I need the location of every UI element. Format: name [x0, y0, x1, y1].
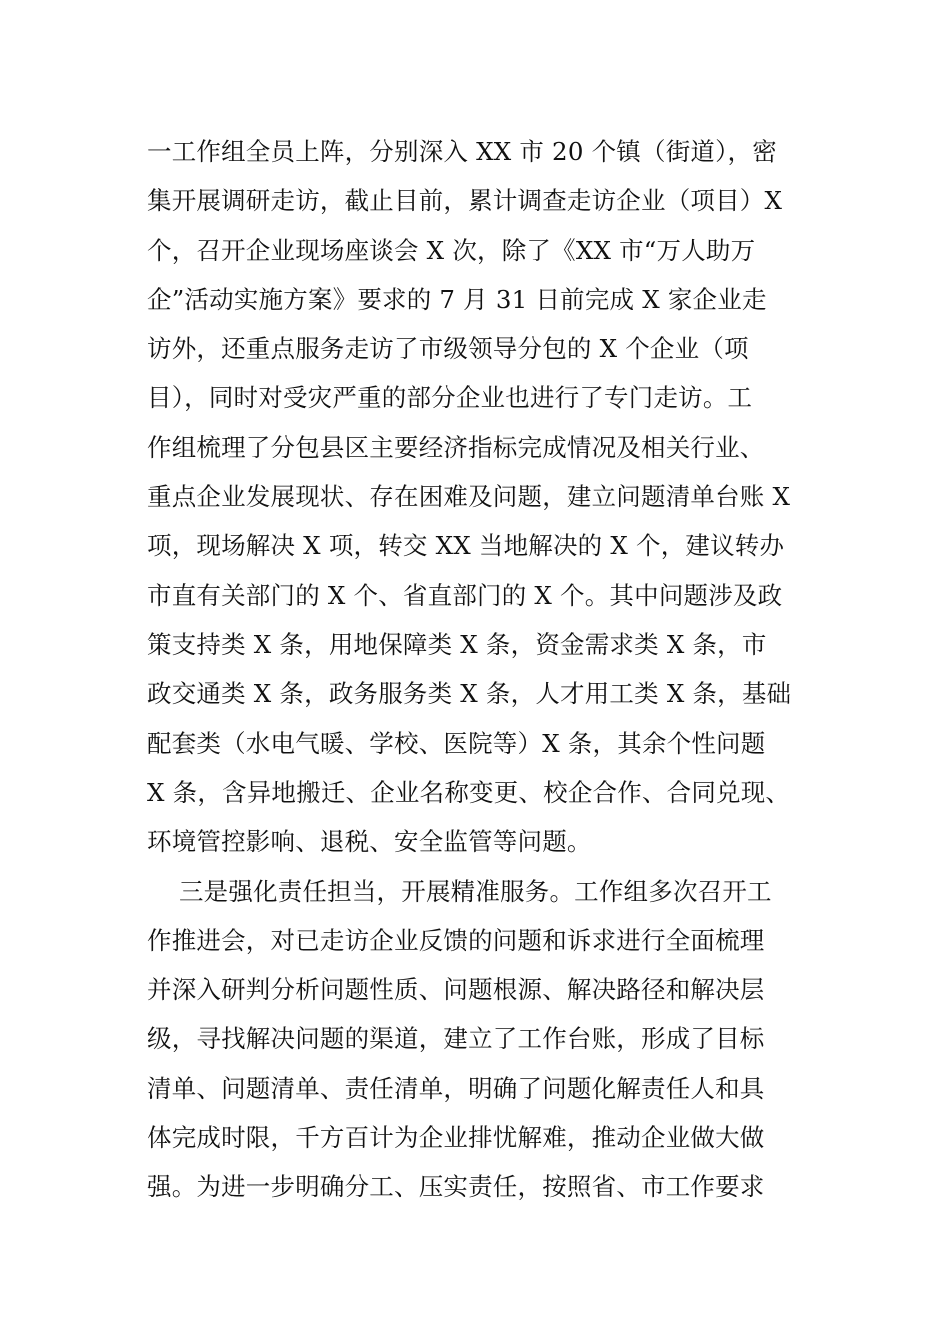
text-line: 集开展调研走访，截止目前，累计调查走访企业（项目）X	[147, 186, 783, 216]
text-line: 配套类（水电气暖、学校、医院等）X 条，其余个性问题	[147, 728, 766, 758]
text-line: 体完成时限，千方百计为企业排忧解难，推动企业做大做	[147, 1122, 765, 1152]
paragraph-three	[147, 867, 827, 1212]
text-line: 一工作组全员上阵，分别深入 XX 市 20 个镇（街道），密	[147, 137, 777, 166]
text-line: 重点企业发展现状、存在困难及问题，建立问题清单台账 X	[147, 482, 791, 512]
text-line: 清单、问题清单、责任清单，明确了问题化解责任人和具	[147, 1073, 765, 1103]
text-line: 政交通类 X 条，政务服务类 X 条，人才用工类 X 条，基础	[147, 679, 792, 709]
text-line: 并深入研判分析问题性质、问题根源、解决路径和解决层	[147, 975, 765, 1005]
text-line: 个，召开企业现场座谈会 X 次，除了《XX 市“万人助万	[147, 235, 756, 265]
paragraph-continued	[147, 127, 827, 866]
text-line: 作组梳理了分包县区主要经济指标完成情况及相关行业、	[147, 432, 765, 462]
text-line: 三是强化责任担当，开展精准服务。工作组多次召开工	[147, 876, 772, 906]
text-line: 环境管控影响、退税、安全监管等问题。	[147, 827, 592, 857]
text-line: X 条，含异地搬迁、企业名称变更、校企合作、合同兑现、	[147, 777, 791, 807]
text-line: 项，现场解决 X 项，转交 XX 当地解决的 X 个，建议转办	[147, 531, 785, 561]
text-line: 市直有关部门的 X 个、省直部门的 X 个。其中问题涉及政	[147, 580, 783, 610]
text-line: 级，寻找解决问题的渠道，建立了工作台账，形成了目标	[147, 1024, 765, 1054]
text-line: 企”活动实施方案》要求的 7 月 31 日前完成 X 家企业走	[147, 284, 767, 314]
text-line: 目），同时对受灾严重的部分企业也进行了专门走访。工	[147, 383, 753, 413]
text-line: 作推进会，对已走访企业反馈的问题和诉求进行全面梳理	[147, 925, 765, 955]
text-line: 策支持类 X 条，用地保障类 X 条，资金需求类 X 条，市	[147, 629, 767, 659]
text-line: 强。为进一步明确分工、压实责任，按照省、市工作要求	[147, 1172, 765, 1202]
text-line: 访外，还重点服务走访了市级领导分包的 X 个企业（项	[147, 334, 749, 364]
